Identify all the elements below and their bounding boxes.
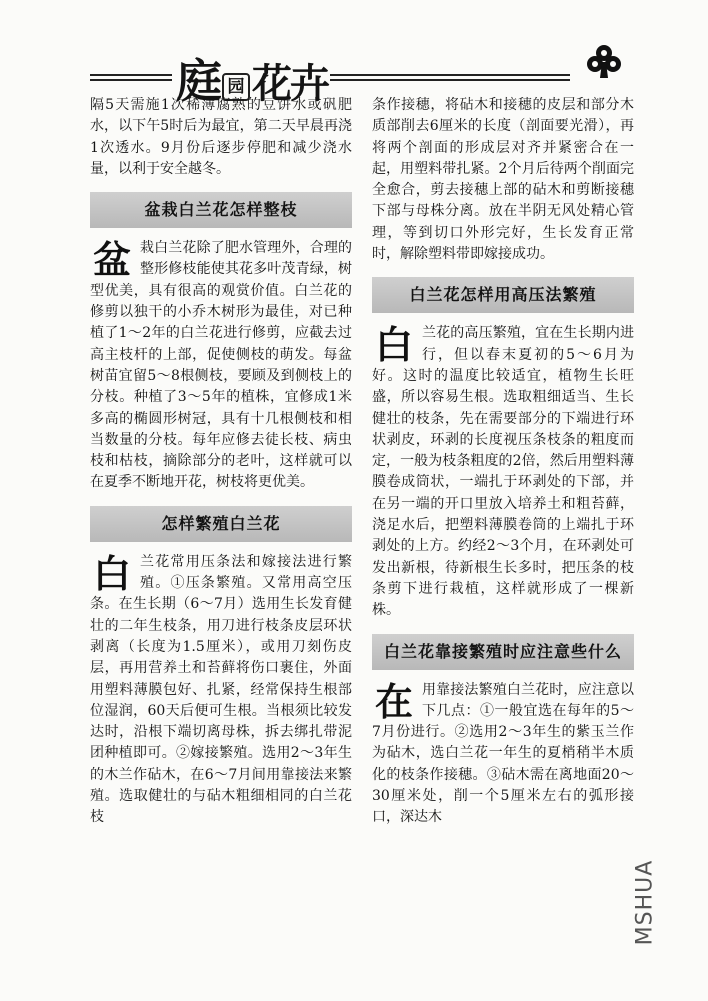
section-paragraph: 栽白兰花除了肥水管理外，合理的整形修枝能使其花多叶茂青绿，树型优美，具有很高的观赏价值。白兰花的修剪以独干的小乔木树形为最佳，对已种植了1～2年的白兰花进行修剪，应截去过高主枝杆的上部，促使侧枝的萌发。每盆树苗宜留5～8根侧枝，要顾及到侧枝上的分枝。种植了3～5年的植株，宜修成1米多高的椭圆形树冠，具有十几根侧枝和相当数量的分枝。每年应修去徒长枝、病虫枝和枯枝，摘除部分的老叶，这样就可以在夏季不断地开花，树枝将更优美。 xyxy=(90,240,352,491)
masthead-boxed-char: 园 xyxy=(222,73,250,101)
section-paragraph: 兰花常用压条法和嫁接法进行繁殖。①压条繁殖。又常用高空压条。在生长期（6～7月）选用生长发育健壮的二年生枝条，用刀进行枝条皮层环状剥离（长度为1.5厘米），或用刀刻伤皮层，再用营养土和苔藓将伤口裹住，外面用塑料薄膜包好、扎紧，经常保持生根部位湿润，60天后便可生根。当根须比较发达时，沿根下端切离母株，拆去绑扎带泥团种植即可。②嫁接繁殖。选用2～3年生的木兰作砧木，在6～7月间用靠接法来繁殖。选取健壮的与砧木粗细相同的白兰花枝 xyxy=(90,553,352,826)
section-heading-approach-grafting: 白兰花靠接繁殖时应注意些什么 xyxy=(372,634,634,670)
watermark xyxy=(632,820,702,990)
right-column xyxy=(372,95,634,829)
left-column xyxy=(90,95,352,829)
header-rule-right xyxy=(330,74,570,81)
section-paragraph: 兰花的高压繁殖，宜在生长期内进行，但以春末夏初的5～6月为好。这时的温度比较适宜，植物生长旺盛，所以容易生根。选取粗细适当、生长健壮的枝条，先在需要部分的下端进行环状剥皮，环剥的长度视压条枝条的粗度而定，一般为枝条粗度的2倍，然后用塑料薄膜卷成筒状，一端扎于环剥处的下部，并在另一端的开口里放入培养土和粗苔藓，浇足水后，把塑料薄膜卷筒的上端扎于环剥处的上方。约经2～3个月，在环剥处可发出新根，待新根生长多时，把压条的枝条剪下进行栽植，这样就形成了一棵新株。 xyxy=(372,325,634,619)
section-approach-grafting xyxy=(372,680,634,829)
intro-paragraph: 隔5天需施1次稀薄腐熟的豆饼水或矾肥水，以下午5时后为最宜，第二天早晨再浇1次透水。9月份后逐步停肥和减少浇水量，以利于安全越冬。 xyxy=(90,97,352,177)
watermark-text: MSHUA xyxy=(632,859,658,946)
dropcap: 盆 xyxy=(92,238,131,283)
dropcap: 在 xyxy=(374,679,413,724)
dropcap: 白 xyxy=(92,551,131,596)
section-propagation xyxy=(90,552,352,829)
section-pruning xyxy=(90,238,352,494)
section-heading-air-layering: 白兰花怎样用高压法繁殖 xyxy=(372,277,634,313)
page-header xyxy=(90,40,650,108)
section-heading-pruning: 盆栽白兰花怎样整枝 xyxy=(90,192,352,228)
masthead-char-rest: 花卉 xyxy=(252,60,328,107)
masthead-char-1: 庭 xyxy=(176,54,220,108)
dropcap: 白 xyxy=(374,323,413,368)
section-air-layering xyxy=(372,323,634,621)
continued-paragraph: 条作接穗，将砧木和接穗的皮层和部分木质部削去6厘米的长度（剖面要光滑），再将两个剖面的形成层对齐并紧密合在一起，用塑料带扎紧。2个月后待两个削面完全愈合，剪去接穗上部的砧木和剪断接穗下部与母株分离。放在半阴无风处精心管理，等到切口外形完好，生长发育正常时，解除塑料带即嫁接成功。 xyxy=(372,97,634,263)
header-rule-left xyxy=(90,74,172,81)
section-heading-propagation: 怎样繁殖白兰花 xyxy=(90,506,352,542)
section-paragraph: 用靠接法繁殖白兰花时，应注意以下几点：①一般宜选在每年的5～7月份进行。②选用2～3年生的紫玉兰作为砧木，选白兰花一年生的夏梢稍半木质化的枝条作接穗。③砧木需在离地面20～30厘米处，削一个5厘米左右的弧形接口，深达木 xyxy=(372,681,634,826)
club-icon xyxy=(584,42,624,82)
